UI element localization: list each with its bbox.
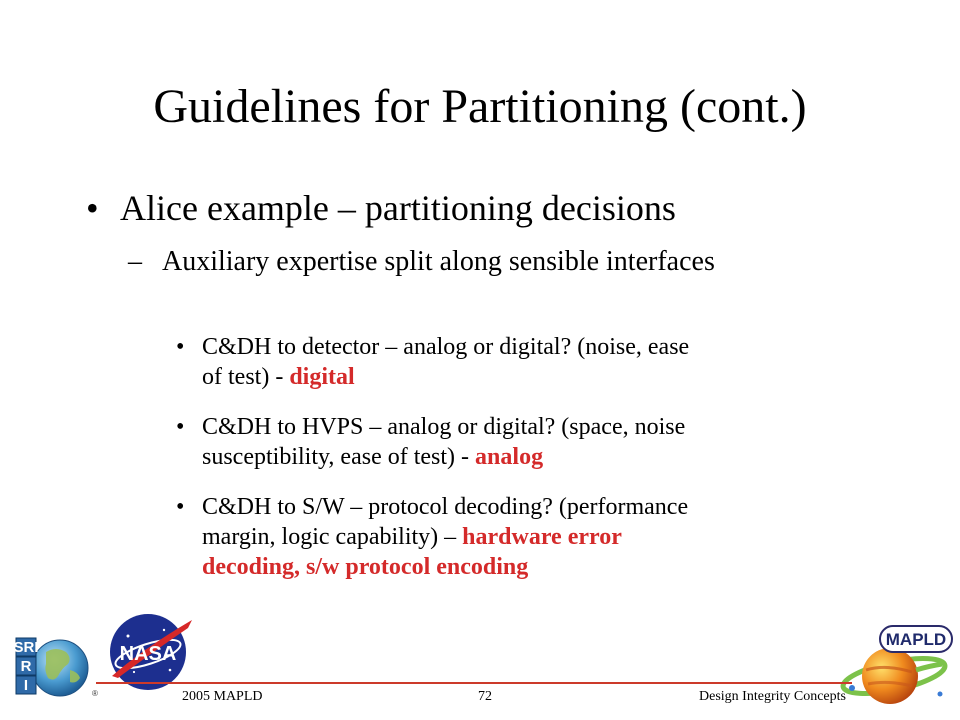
decision-highlight: digital (289, 364, 355, 390)
line-2-plain: margin, logic capability) – (202, 524, 463, 550)
nasa-meatball-logo-icon (104, 610, 194, 692)
nasa-text: NASA (119, 643, 177, 665)
footer-rule (96, 682, 852, 684)
bullet-level3-text (202, 332, 872, 392)
line-2 (202, 442, 872, 472)
bullet-marker: • (86, 188, 99, 228)
svg-text:R: R (20, 658, 32, 675)
line-1: C&DH to detector – analog or digital? (noise, ease (202, 334, 690, 360)
line-2-plain: susceptibility, ease of test) - (202, 444, 476, 470)
footer-company: Design Integrity Concepts (699, 689, 846, 704)
bullet-level3-text (202, 492, 872, 582)
mapld-text: MAPLD (885, 630, 947, 649)
line-2-plain: of test) - (202, 364, 290, 390)
slide-title: Guidelines for Partitioning (cont.) (153, 80, 807, 133)
line-1: C&DH to S/W – protocol decoding? (performance (202, 494, 689, 520)
sri-globe-logo-icon (10, 634, 102, 698)
decision-highlight: hardware error (462, 524, 622, 550)
sri-letter: SRI (13, 639, 39, 656)
line-2 (202, 362, 872, 392)
decision-highlight: analog (475, 444, 544, 470)
dash-marker: – (128, 246, 142, 277)
bullet-level3-text (202, 412, 872, 472)
bullet-level1-text: Alice example – partitioning decisions (120, 188, 676, 228)
bullet-marker: • (176, 334, 185, 360)
registered-mark: ® (92, 689, 98, 698)
mapld-planet-logo-icon (838, 620, 958, 712)
svg-text:I: I (23, 677, 29, 694)
bullet-marker: • (176, 494, 185, 520)
line-1: C&DH to HVPS – analog or digital? (space, noise (202, 414, 686, 440)
bullet-marker: • (176, 414, 185, 440)
footer-event: 2005 MAPLD (182, 689, 263, 704)
footer-page-number: 72 (478, 689, 492, 704)
bullet-level2-text: Auxiliary expertise split along sensible interfaces (162, 246, 715, 277)
line-2 (202, 522, 872, 552)
line-3: decoding, s/w protocol encoding (202, 554, 529, 580)
